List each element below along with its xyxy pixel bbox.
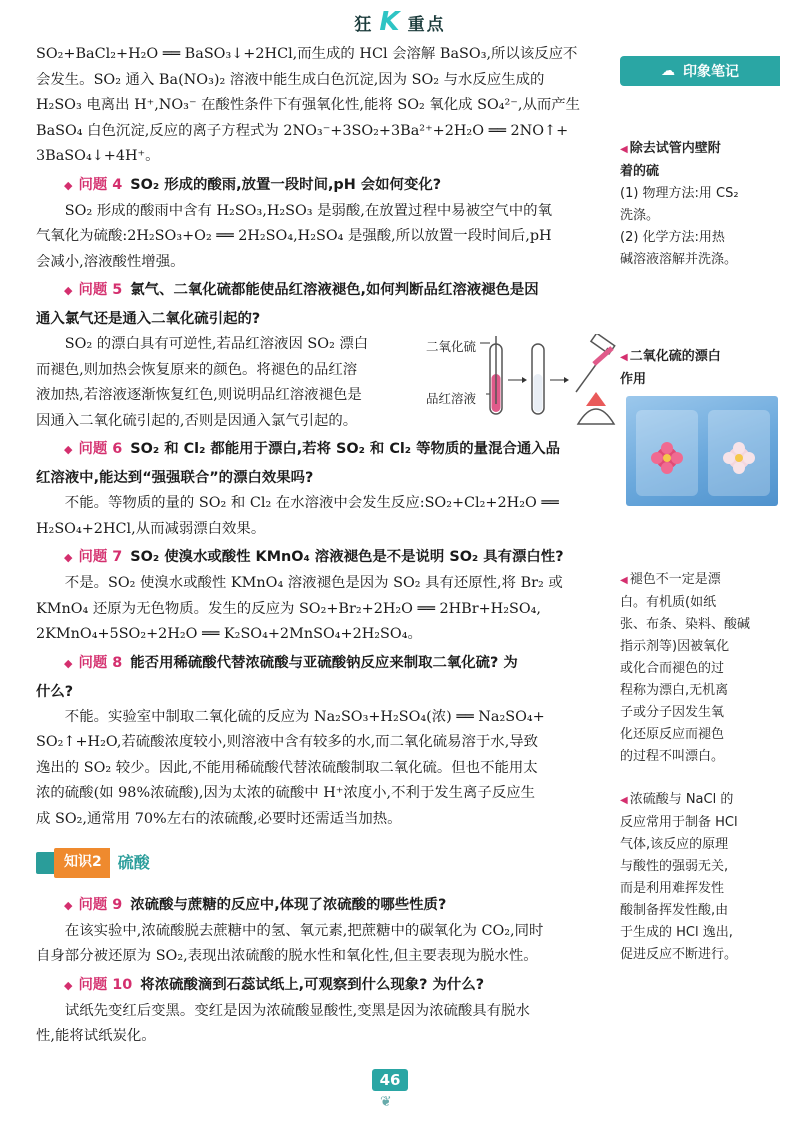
intro-line-4: BaSO₄ 白色沉淀,反应的离子方程式为 2NO₃⁻+3SO₂+3Ba²⁺+2H₂O ══ 2NO↑+ (36, 122, 569, 139)
answer-7-line-1: 不是。SO₂ 使溴水或酸性 KMnO₄ 溶液褪色是因为 SO₂ 具有还原性,将 Br₂ 或 (64, 575, 563, 591)
section-tab: 知识2 (54, 848, 110, 878)
answer-10-line-2: 性,能将试纸炭化。 (36, 1028, 156, 1044)
brand-k: K (379, 7, 402, 37)
answer-8-line-2: SO₂↑+H₂O,若硫酸浓度较小,则溶液中含有较多的水,而二氧化硫易溶于水,导致 (36, 734, 539, 750)
fig-label-magenta: 品红溶液 (426, 391, 477, 406)
question-bullet-icon: ◆ (64, 551, 73, 564)
question-9: ◆ 问题 9 浓硫酸与蔗糖的反应中,体现了浓硫酸的哪些性质? (64, 896, 447, 913)
question-8-cont: 什么? (36, 683, 74, 700)
answer-8-line-4: 浓的硫酸(如 98%浓硫酸),因为太浓的硫酸中 H⁺浓度小,不利于发生离子反应生 (36, 785, 535, 801)
question-7: ◆ 问题 7 SO₂ 使溴水或酸性 KMnO₄ 溶液褪色是不是说明 SO₂ 具有漂白性? (64, 549, 564, 565)
book-icon (36, 852, 56, 874)
pointer-icon: ◀ (620, 144, 628, 155)
section-heading-sulfuric-acid (36, 848, 616, 878)
answer-4-line-2: 气氧化为硫酸:2H₂SO₃+O₂ ══ 2H₂SO₄,H₂SO₄ 是强酸,所以放置一段时间后,pH (36, 228, 552, 244)
intro-line-5: 3BaSO₄↓+4H⁺。 (36, 148, 160, 164)
page-number: 46 (372, 1069, 408, 1091)
question-bullet-icon: ◆ (64, 656, 73, 670)
question-5: ◆ 问题 5 氯气、二氧化硫都能使品红溶液褪色,如何判断品红溶液褪色是因 (64, 282, 539, 298)
answer-5-line-1: SO₂ 的漂白具有可逆性,若品红溶液因 SO₂ 漂白 (64, 336, 369, 352)
pointer-icon: ◀ (620, 575, 628, 586)
question-6-cont: 红溶液中,能达到“强强联合”的漂白效果吗? (36, 470, 314, 486)
brand-logo (354, 7, 445, 37)
section-title: 硫酸 (117, 853, 150, 872)
intro-line-1: SO₂+BaCl₂+H₂O ══ BaSO₃↓+2HCl,而生成的 HCl 会溶解 BaSO₃,所以该反应不 (36, 46, 578, 62)
question-bullet-icon: ◆ (64, 178, 73, 192)
answer-7-line-2: KMnO₄ 还原为无色物质。发生的反应为 SO₂+Br₂+2H₂O ══ 2HBr+H₂SO₄, (36, 600, 541, 617)
fig-label-so2: 二氧化硫 (426, 339, 477, 354)
intro-line-3: H₂SO₃ 电离出 H⁺,NO₃⁻ 在酸性条件下有强氧化性,能将 SO₂ 氧化成 SO₄²⁻,从而产生 (36, 97, 581, 113)
question-8: ◆ 问题 8 能否用稀硫酸代替浓硫酸与亚硫酸钠反应来制取二氧化硫? 为 (64, 654, 518, 671)
main-content (36, 42, 616, 1050)
answer-6-line-1: 不能。等物质的量的 SO₂ 和 Cl₂ 在水溶液中会发生反应:SO₂+Cl₂+2H₂O ══ (64, 495, 559, 511)
answer-4-line-1: SO₂ 形成的酸雨中含有 H₂SO₃,H₂SO₃ 是弱酸,在放置过程中易被空气中的氧 (64, 202, 552, 219)
question-bullet-icon: ◆ (64, 978, 73, 992)
answer-5-line-4: 因通入二氧化硫引起的,否则是因通入氯气引起的。 (36, 412, 358, 429)
note-hcl-preparation: ◀ 浓硫酸与 NaCl 的 反应常用于制备 HCl 气体,该反应的原理 与酸性的强弱无关, 而是利用难挥发性 酸制备挥发性酸,由 于生成的 HCl 逸出, 促进反应不断进行。 (620, 792, 738, 962)
note-remove-sulfur: ◀ 除去试管内壁附 着的硫 (1) 物理方法:用 CS₂ 洗涤。 (2) 化学方法:用热 碱溶液溶解并洗涤。 (620, 141, 739, 267)
question-bullet-icon: ◆ (64, 284, 73, 297)
question-bullet-icon: ◆ (64, 443, 73, 456)
answer-9-line-1: 在该实验中,浓硫酸脱去蔗糖中的氢、氧元素,把蔗糖中的碳氧化为 CO₂,同时 (64, 922, 544, 939)
answer-10-line-1: 试纸先变红后变黑。变红是因为浓硫酸显酸性,变黑是因为浓硫酸具有脱水 (64, 1002, 530, 1019)
sulfur-dioxide-apparatus-figure (426, 334, 616, 430)
answer-5-line-2: 而褪色,则加热会恢复原来的颜色。将褪色的品红溶 (36, 361, 358, 378)
apparatus-drawing (426, 334, 616, 430)
notes-banner: ☁ 印象笔记 (620, 56, 780, 86)
answer-6-line-2: H₂SO₄+2HCl,从而减弱漂白效果。 (36, 520, 266, 537)
question-bullet-icon: ◆ (64, 898, 73, 912)
brand-right: 重点 (407, 14, 446, 35)
answer-7-line-3: 2KMnO₄+5SO₂+2H₂O ══ K₂SO₄+2MnSO₄+2H₂SO₄。 (36, 626, 422, 642)
intro-line-2: 会发生。SO₂ 通入 Ba(NO₃)₂ 溶液中能生成白色沉淀,因为 SO₂ 与水反应生成的 (36, 71, 545, 88)
bird-ornament-icon: ❦ (380, 1094, 392, 1110)
note-fading-not-bleach: ◀ 褪色不一定是漂 白。有机质(如纸 张、布条、染料、酸碱 指示剂等)因被氧化 或化合而褪色的过 程称为漂白,无机离 子或分子因发生氧 化还原反应而褪色 的过程不叫漂白。 (620, 572, 751, 764)
page-header (0, 0, 800, 44)
answer-8-line-5: 成 SO₂,通常用 70%左右的浓硫酸,必要时还需适当加热。 (36, 810, 402, 827)
question-5-cont: 通入氯气还是通入二氧化硫引起的? (36, 311, 261, 327)
question-4: ◆ 问题 4 SO₂ 形成的酸雨,放置一段时间,pH 会如何变化? (64, 176, 442, 193)
cloud-elephant-icon: ☁ (661, 63, 675, 79)
question-10: ◆ 问题 10 将浓硫酸滴到石蕊试纸上,可观察到什么现象? 为什么? (64, 976, 485, 993)
answer-8-line-1: 不能。实验室中制取二氧化硫的反应为 Na₂SO₃+H₂SO₄(浓) ══ Na₂SO₄+ (64, 708, 545, 725)
answer-4-line-3: 会减小,溶液酸性增强。 (36, 253, 185, 270)
flower-bleach-photo (626, 396, 778, 506)
question-6: ◆ 问题 6 SO₂ 和 Cl₂ 都能用于漂白,若将 SO₂ 和 Cl₂ 等物质的量混合通入品 (64, 441, 561, 457)
answer-8-line-3: 逸出的 SO₂ 较少。因此,不能用稀硫酸代替浓硫酸制取二氧化硫。但也不能用太 (36, 759, 538, 776)
pointer-icon: ◀ (620, 352, 628, 363)
answer-5-line-3: 液加热,若溶液逐渐恢复红色,则说明品红溶液褪色是 (36, 387, 362, 403)
note-so2-bleach: ◀ 二氧化硫的漂白 作用 (620, 349, 721, 387)
brand-left: 狂 (354, 14, 374, 35)
pointer-icon: ◀ (620, 795, 628, 806)
flower-photo-drawing (626, 396, 778, 506)
answer-9-line-2: 自身部分被还原为 SO₂,表现出浓硫酸的脱水性和氧化性,但主要表现为脱水性。 (36, 948, 538, 964)
sidebar-notes (620, 56, 780, 962)
